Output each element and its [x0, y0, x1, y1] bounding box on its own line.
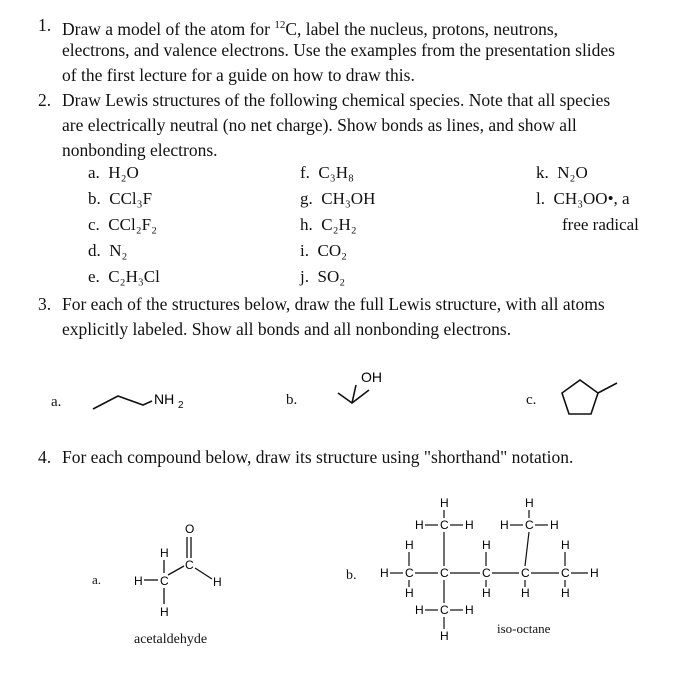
- q4a-atom-h-top: H: [160, 546, 169, 560]
- q3-struct-b-oh: OH: [361, 369, 382, 385]
- q1-line1-text-a: Draw a model of the atom for: [62, 18, 275, 39]
- q4b-h-3: H: [465, 518, 474, 532]
- q3-struct-a-nh: NH: [154, 391, 175, 407]
- q4b-h-15: H: [561, 586, 570, 600]
- q4b-h-7: H: [405, 538, 414, 552]
- q1-line1-text-b: C, label the nucleus, protons, neutrons,: [285, 18, 559, 39]
- q4b-c-bottom: C: [440, 603, 449, 617]
- q4a-atom-h-right: H: [213, 575, 222, 589]
- q2-item-h: h. C₂H₂: [300, 215, 357, 234]
- q2-line1: Draw Lewis structures of the following chemical species. Note that all species: [62, 90, 611, 110]
- q4b-h-6: H: [550, 518, 559, 532]
- q3-struct-c-label: c.: [526, 392, 537, 408]
- q4b-h-14: H: [521, 586, 530, 600]
- q4b-h-18: H: [440, 629, 449, 643]
- q4b-h-4: H: [525, 496, 534, 510]
- q4b-h-11: H: [590, 566, 599, 580]
- q3-line1: For each of the structures below, draw the full Lewis structure, with all atoms: [62, 294, 605, 314]
- q4a-atom-h-bottom: H: [160, 605, 169, 619]
- q1-isotope-mass: 12: [274, 19, 286, 31]
- q2-number: 2.: [38, 90, 52, 110]
- q2-item-i: i. CO₂: [300, 241, 348, 260]
- q2-item-d: d. N₂: [88, 241, 128, 260]
- q4b-c-1: C: [405, 566, 414, 580]
- q4a-atom-h-left: H: [134, 574, 143, 588]
- q3-struct-a-label: a.: [51, 394, 62, 410]
- q4-b-label: b.: [346, 568, 357, 583]
- q3-struct-a-nh-sub: 2: [178, 400, 184, 411]
- q2-item-e: e. C₂H₃Cl: [88, 267, 160, 286]
- q4b-h-16: H: [415, 603, 424, 617]
- q1-line2: electrons, and valence electrons. Use the examples from the presentation slides: [62, 40, 615, 60]
- q4b-c-2: C: [440, 566, 449, 580]
- q4-b-name: iso-octane: [497, 621, 551, 636]
- q4b-c-4: C: [521, 566, 530, 580]
- q4b-h-9: H: [561, 538, 570, 552]
- q2-line3: nonbonding electrons.: [62, 140, 218, 160]
- q4-a-label: a.: [92, 572, 102, 587]
- q4b-h-17: H: [465, 603, 474, 617]
- q4-a-name: acetaldehyde: [134, 632, 208, 647]
- q3-struct-b-label: b.: [286, 392, 298, 408]
- q3-line2: explicitly labeled. Show all bonds and all nonbonding electrons.: [62, 319, 512, 339]
- q4-line1: For each compound below, draw its structure using "shorthand" notation.: [62, 447, 574, 467]
- q4b-h-10: H: [380, 566, 389, 580]
- q2-item-b: b. CCl₃F: [88, 189, 153, 208]
- q4b-h-5: H: [500, 518, 509, 532]
- q2-item-j: j. SO₂: [300, 267, 346, 286]
- q2-line2: are electrically neutral (no net charge). Show bonds as lines, and show all: [62, 115, 577, 135]
- q4b-h-2: H: [415, 518, 424, 532]
- q4b-h-8: H: [482, 538, 491, 552]
- q2-item-c: c. CCl₂F₂: [88, 215, 158, 234]
- q3-number: 3.: [38, 294, 52, 314]
- q4b-h-13: H: [482, 586, 491, 600]
- q2-item-l: l. CH₃OO•, a: [536, 189, 630, 208]
- q2-item-g: g. CH₃OH: [300, 189, 376, 208]
- q2-item-k: k. N₂O: [536, 163, 588, 182]
- q4a-atom-c1: C: [160, 574, 169, 588]
- q4a-atom-c2: C: [185, 558, 194, 572]
- q4b-h-12: H: [405, 586, 414, 600]
- q2-item-a: a. H₂O: [88, 163, 139, 182]
- q4-number: 4.: [38, 447, 52, 467]
- q2-item-l-line2: free radical: [562, 215, 639, 234]
- q2-item-f: f. C₃H₈: [300, 163, 354, 182]
- q4b-c-top1: C: [440, 518, 449, 532]
- q4b-c-top2: C: [525, 518, 534, 532]
- q4a-atom-o: O: [185, 522, 195, 536]
- q4b-c-3: C: [482, 566, 491, 580]
- q4b-h-1: H: [440, 496, 449, 510]
- q1-number: 1.: [38, 15, 52, 35]
- q4b-c-5: C: [561, 566, 570, 580]
- q1-line3: of the first lecture for a guide on how to draw this.: [62, 65, 415, 85]
